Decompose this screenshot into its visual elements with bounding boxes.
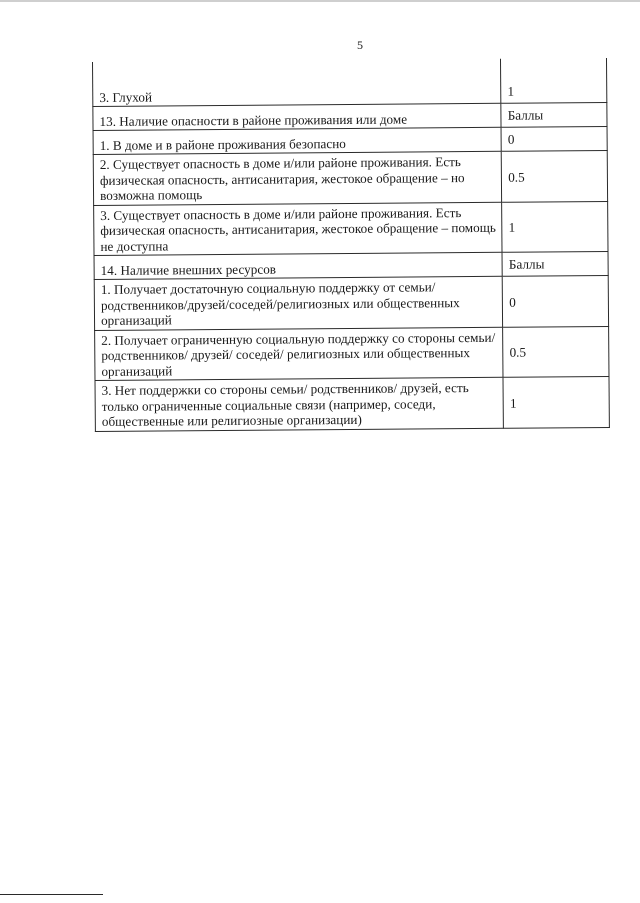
section-title: 13. Наличие опасности в районе проживания или доме <box>93 103 501 130</box>
score-column-label: Баллы <box>501 102 607 127</box>
item-score: 0 <box>501 126 607 151</box>
table-row-danger-2 <box>93 150 607 205</box>
item-text: 2. Существует опасность в доме и/или районе проживания. Есть физическая опасность, антисанитария, жестокое обращение – но возможна помощь <box>93 151 502 205</box>
item-text: 1. В доме и в районе проживания безопасно <box>93 127 501 154</box>
section-title: 14. Наличие внешних ресурсов <box>94 252 502 279</box>
item-score: 1 <box>501 58 607 103</box>
table-row-resources-1 <box>94 275 608 330</box>
item-text: 3. Нет поддержки со стороны семьи/ родственников/ друзей, есть только ограниченные социальные связи (например, соседи, общественные или религиозные организации) <box>95 377 504 431</box>
item-score: 0.5 <box>501 150 607 201</box>
table-row-deaf <box>92 58 606 107</box>
footnote-rule <box>0 894 103 895</box>
assessment-table <box>92 58 610 432</box>
item-score: 0.5 <box>503 326 609 377</box>
item-text: 2. Получает ограниченную социальную поддержку со стороны семьи/ родственников/ друзей/ соседей/ религиозных или общественных организаций <box>95 327 504 381</box>
table-row-resources-2 <box>95 326 609 381</box>
item-score: 1 <box>503 376 609 427</box>
page-number: 5 <box>357 38 363 52</box>
table-row-resources-3 <box>95 376 609 431</box>
score-column-label: Баллы <box>502 251 608 276</box>
item-score: 1 <box>502 201 608 252</box>
table-row-danger-3 <box>94 201 608 256</box>
scan-edge <box>0 0 640 2</box>
item-text: 1. Получает достаточную социальную поддержку от семьи/родственников/друзей/соседей/религиозных или общественных организаций <box>94 276 503 330</box>
item-text: 3. Глухой <box>92 59 501 107</box>
item-score: 0 <box>502 275 608 326</box>
item-text: 3. Существует опасность в доме и/или районе проживания. Есть физическая опасность, антисанитария, жестокое обращение – помощь не доступна <box>94 202 503 256</box>
